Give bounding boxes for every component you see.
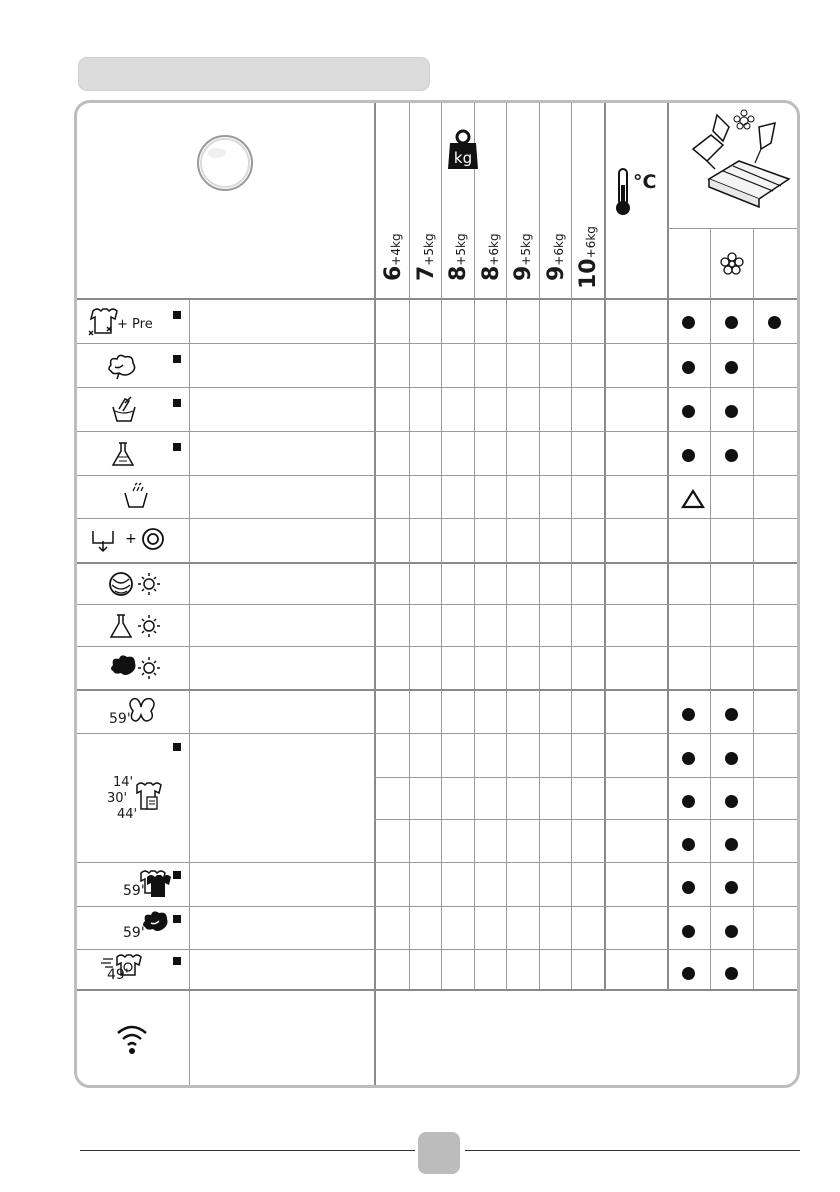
grid-divider (77, 906, 797, 907)
grid-divider (667, 103, 669, 989)
marker-square (173, 915, 181, 923)
load-capacity-label: 9+5kg (511, 233, 536, 281)
grid-divider (474, 103, 475, 989)
detergent-dot (682, 405, 695, 418)
temperature-label: °C (633, 171, 657, 193)
detergent-dot (682, 708, 695, 721)
program-knob-icon (195, 133, 255, 193)
marker-square (173, 743, 181, 751)
detergent-dot (725, 316, 738, 329)
marker-square (173, 871, 181, 879)
express-shirt-icon (101, 951, 145, 977)
grid-divider (77, 298, 797, 300)
cotton-dry-icon (107, 653, 163, 683)
thermometer-icon (615, 167, 631, 217)
cotton-icon (105, 353, 139, 381)
flower-icon (720, 252, 744, 276)
grid-divider (77, 343, 797, 344)
grid-divider (77, 646, 797, 647)
quick-wash-icon (133, 779, 163, 815)
load-capacity-label: 8+6kg (479, 233, 504, 281)
grid-divider (604, 103, 606, 989)
grid-divider (77, 733, 797, 734)
detergent-dot (682, 967, 695, 980)
cotton-fast-icon (139, 909, 171, 937)
load-capacity-label: 6+4kg (381, 233, 406, 281)
grid-divider (77, 387, 797, 388)
detergent-dot (725, 752, 738, 765)
quick-time-44: 44' (117, 807, 138, 822)
grid-divider (539, 103, 540, 989)
rinse-icon (121, 481, 151, 511)
grid-divider (441, 103, 442, 989)
detergent-dot (725, 881, 738, 894)
detergent-dot (682, 925, 695, 938)
marker-square (173, 355, 181, 363)
footer-rule (80, 1150, 415, 1151)
grid-divider (77, 989, 797, 991)
detergent-dot (682, 361, 695, 374)
grid-divider (409, 103, 410, 989)
detergent-dot (725, 361, 738, 374)
load-capacity-label: 8+5kg (446, 233, 471, 281)
weight-icon (446, 127, 480, 171)
marker-square (173, 311, 181, 319)
load-capacity-label: 10+6kg (576, 226, 601, 289)
detergent-drawer-icon (689, 109, 793, 209)
hand-wash-icon (109, 395, 139, 423)
grid-divider (374, 819, 797, 820)
triangle-icon (681, 489, 705, 509)
quick-time-30: 30' (107, 791, 128, 806)
program-time-label: 59' (109, 711, 131, 727)
load-capacity-label: 9+6kg (544, 233, 569, 281)
detergent-dot (725, 405, 738, 418)
detergent-dot (725, 967, 738, 980)
grid-divider (506, 103, 507, 989)
grid-divider (667, 228, 797, 229)
load-capacity-label: 7+5kg (414, 233, 439, 281)
mixed-colors-icon (135, 867, 171, 897)
grid-divider (77, 475, 797, 476)
wifi-icon (115, 1021, 149, 1055)
grid-divider (77, 604, 797, 605)
drain-spin-icon (91, 525, 169, 555)
grid-divider (189, 299, 190, 1085)
detergent-dot (682, 752, 695, 765)
grid-divider (77, 518, 797, 519)
section-title-bar (78, 57, 430, 91)
detergent-dot (725, 795, 738, 808)
grid-divider (374, 777, 797, 778)
delicates-icon (125, 695, 159, 725)
grid-divider (77, 689, 797, 691)
detergent-dot (725, 925, 738, 938)
program-time-label: 49' (107, 967, 129, 983)
weight-icon-label: kg (453, 149, 473, 167)
quick-time-14: 14' (113, 775, 134, 790)
detergent-dot (682, 449, 695, 462)
grid-divider (77, 562, 797, 564)
detergent-dot (725, 838, 738, 851)
detergent-dot (725, 708, 738, 721)
grid-divider (374, 103, 376, 1085)
page-number-badge (418, 1132, 460, 1174)
marker-square (173, 399, 181, 407)
detergent-dot (725, 449, 738, 462)
program-time-label: 59' (123, 883, 145, 899)
svg-text:+: + (125, 531, 137, 547)
grid-divider (571, 103, 572, 989)
synthetics-dry-icon (107, 611, 163, 641)
detergent-dot (682, 838, 695, 851)
detergent-dot (682, 316, 695, 329)
wool-dry-icon (107, 569, 163, 599)
grid-divider (77, 862, 797, 863)
prewash-label: + Pre (117, 317, 153, 332)
marker-square (173, 957, 181, 965)
detergent-dot (682, 881, 695, 894)
program-time-label: 59' (123, 925, 145, 941)
marker-square (173, 443, 181, 451)
synthetics-icon (109, 439, 137, 469)
detergent-dot (768, 316, 781, 329)
program-table (74, 100, 800, 1088)
footer-rule (465, 1150, 800, 1151)
grid-divider (77, 431, 797, 432)
detergent-dot (682, 795, 695, 808)
grid-divider (77, 949, 797, 950)
